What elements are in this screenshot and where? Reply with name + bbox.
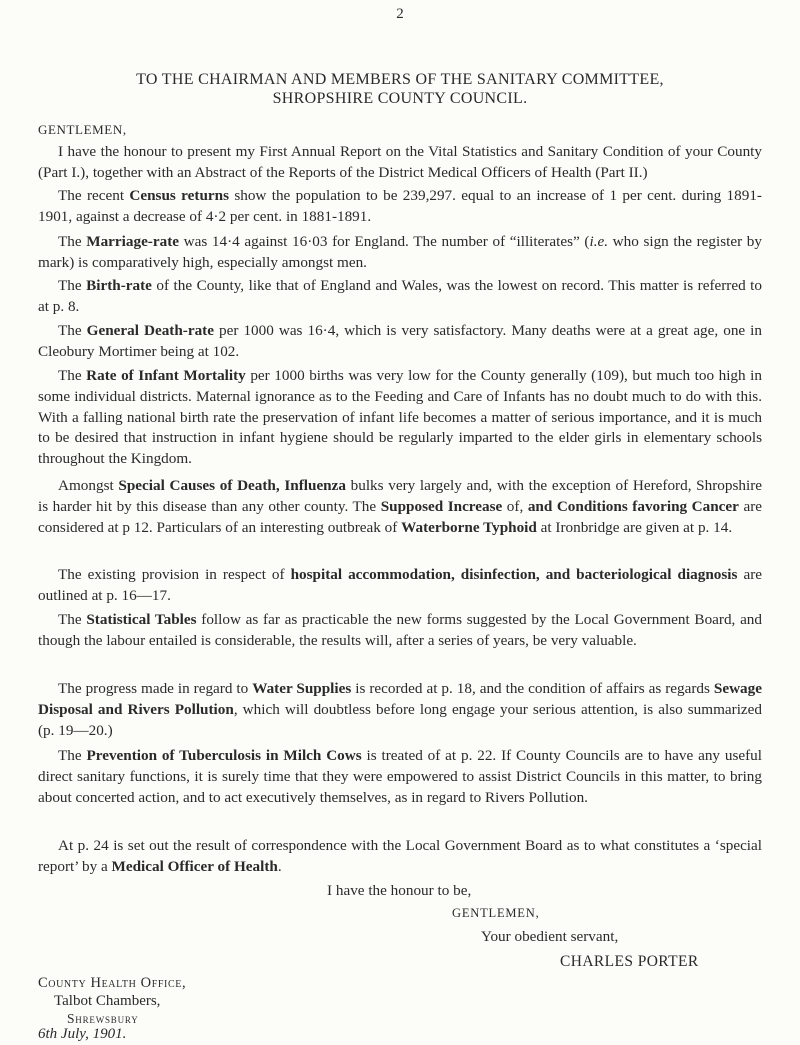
emphasis-term: Water Supplies — [252, 680, 352, 697]
emphasis-term: Marriage-rate — [86, 233, 179, 250]
emphasis-term: Census returns — [129, 187, 229, 204]
heading-address-line: TO THE CHAIRMAN AND MEMBERS OF THE SANITARY COMMITTEE, — [136, 71, 664, 88]
paragraph-text: The — [58, 277, 87, 294]
emphasis-term: Prevention of Tuberculosis in Milch Cows — [86, 747, 362, 764]
paragraph-text: The — [58, 747, 87, 764]
paragraph-text: The progress made in regard to — [58, 680, 253, 697]
paragraph-text: of, — [502, 497, 528, 515]
paragraph-text: show the population to be 239,297. equal to an increase of 1 per cent. during 1891-1901, against a decrease of 4·2 per cent. in 1881-1891. — [38, 187, 762, 225]
address-building: Talbot Chambers, — [54, 993, 161, 1009]
address-office: County Health Office, — [38, 975, 187, 991]
paragraph-text: The — [58, 367, 87, 384]
paragraph-text: The recent — [58, 187, 130, 204]
paragraph-marriage-rate — [38, 232, 762, 274]
paragraph-text: The existing provision in respect of — [58, 566, 291, 583]
paragraph-hospital — [38, 565, 762, 607]
paragraph-text: follow as far as practicable the new forms suggested by the Local Government Board, and though the labour entailed is considerable, the results will, after a series of years, be very valuable. — [38, 611, 762, 649]
paragraph-text: are considered at p 12. Particulars of an interesting outbreak of — [38, 497, 762, 536]
paragraph-text: at Ironbridge are given at p. 14. — [536, 518, 733, 536]
paragraph-text: are outlined at p. 16—17. — [38, 566, 762, 604]
paragraph-water-supplies — [38, 679, 762, 741]
paragraph-text: . — [277, 857, 282, 875]
paragraph-statistical-tables — [38, 610, 762, 652]
paragraph-census — [38, 186, 762, 228]
emphasis-term: hospital accommodation, disinfection, and bacteriological diagnosis — [290, 566, 738, 583]
page-number: 2 — [396, 6, 404, 22]
emphasis-term: Waterborne Typhoid — [401, 518, 537, 536]
paragraph-text: is treated of at p. 22. If County Councils are to have any useful direct sanitary functions, it is surely time that they were empowered to assist District Councils in this matter, to bring about concerted action, and to act executively themselves, as in regard to Rivers Pollution. — [38, 747, 762, 806]
paragraph-text: is recorded at p. 18, and the condition of affairs as regards — [351, 680, 714, 697]
paragraph-tuberculosis — [38, 746, 762, 808]
closing-servant: Your obedient servant, — [481, 928, 619, 945]
paragraph-text: I have the honour to present my First Annual Report on the Vital Statistics and Sanitary Condition of your County (Part I.), together with an Abstract of the Reports of the District Medical Officers of Health (Part II.) — [38, 143, 762, 181]
emphasis-term: Sewage Disposal and Rivers Pollution — [38, 680, 762, 718]
paragraph-text: bulks very largely and, with the exception of Hereford, Shropshire is harder hit by this disease than any other county. The — [38, 477, 762, 515]
closing-gentlemen: GENTLEMEN, — [452, 906, 540, 920]
emphasis-term: Statistical Tables — [86, 611, 197, 628]
emphasis-term: and Conditions favoring Cancer — [527, 497, 739, 515]
paragraph-text: The — [58, 233, 87, 250]
paragraph-introduction — [38, 142, 762, 184]
paragraph-text: , which will doubtless before long engage your serious attention, is also summarized (p. 19—20.) — [38, 700, 762, 739]
paragraph-text: who sign the register by mark) is comparatively high, especially amongst men. — [38, 233, 762, 271]
paragraph-death-rate — [38, 321, 762, 363]
paragraph-text: per 1000 was 16·4, which is very satisfactory. Many deaths were at a great age, one in Cleobury Mortimer being at 102. — [38, 322, 762, 360]
address-town: Shrewsbury — [67, 1011, 139, 1026]
paragraph-special-report — [38, 836, 762, 878]
emphasis-term: Special Causes of Death, Influenza — [118, 477, 346, 494]
paragraph-birth-rate — [38, 276, 762, 318]
paragraph-text: was 14·4 against 16·03 for England. The number of “illiterates” ( — [179, 233, 590, 250]
signatory-name: CHARLES PORTER — [560, 953, 699, 970]
paragraph-text: Amongst — [58, 477, 119, 494]
salutation: GENTLEMEN, — [38, 122, 127, 137]
paragraph-special-causes — [38, 476, 762, 538]
emphasis-term: General Death-rate — [86, 322, 214, 339]
paragraph-text: The — [58, 322, 87, 339]
paragraph-text: The — [58, 611, 87, 628]
emphasis-term: Rate of Infant Mortality — [86, 367, 246, 384]
paragraph-infant-mortality — [38, 366, 762, 470]
emphasis-term: Supposed Increase — [380, 497, 503, 515]
paragraph-text: per 1000 births was very low for the County generally (109), but much too high in some individual districts. Maternal ignorance as to the Feeding and Care of Infants has no doubt much to do with this. With a falling national birth rate the preservation of infant life becomes a matter of serious importance, and it is much to be desired that instruction in infant hygiene should be regularly imparted to the elder girls in elementary schools throughout the Kingdom. — [38, 367, 762, 468]
paragraph-text: of the County, like that of England and Wales, was the lowest on record. This matter is referred to at p. 8. — [38, 277, 762, 315]
report-date: 6th July, 1901. — [38, 1026, 127, 1042]
emphasis-term: Medical Officer of Health — [111, 857, 278, 875]
emphasis-term: Birth-rate — [86, 277, 152, 294]
heading-address-line: SHROPSHIRE COUNTY COUNCIL. — [272, 90, 528, 107]
italic-abbreviation: i.e. — [589, 233, 609, 250]
closing-honour: I have the honour to be, — [327, 882, 472, 899]
paragraph-text: At p. 24 is set out the result of correspondence with the Local Government Board as to what constitutes a ‘special report’ by a — [38, 837, 762, 875]
